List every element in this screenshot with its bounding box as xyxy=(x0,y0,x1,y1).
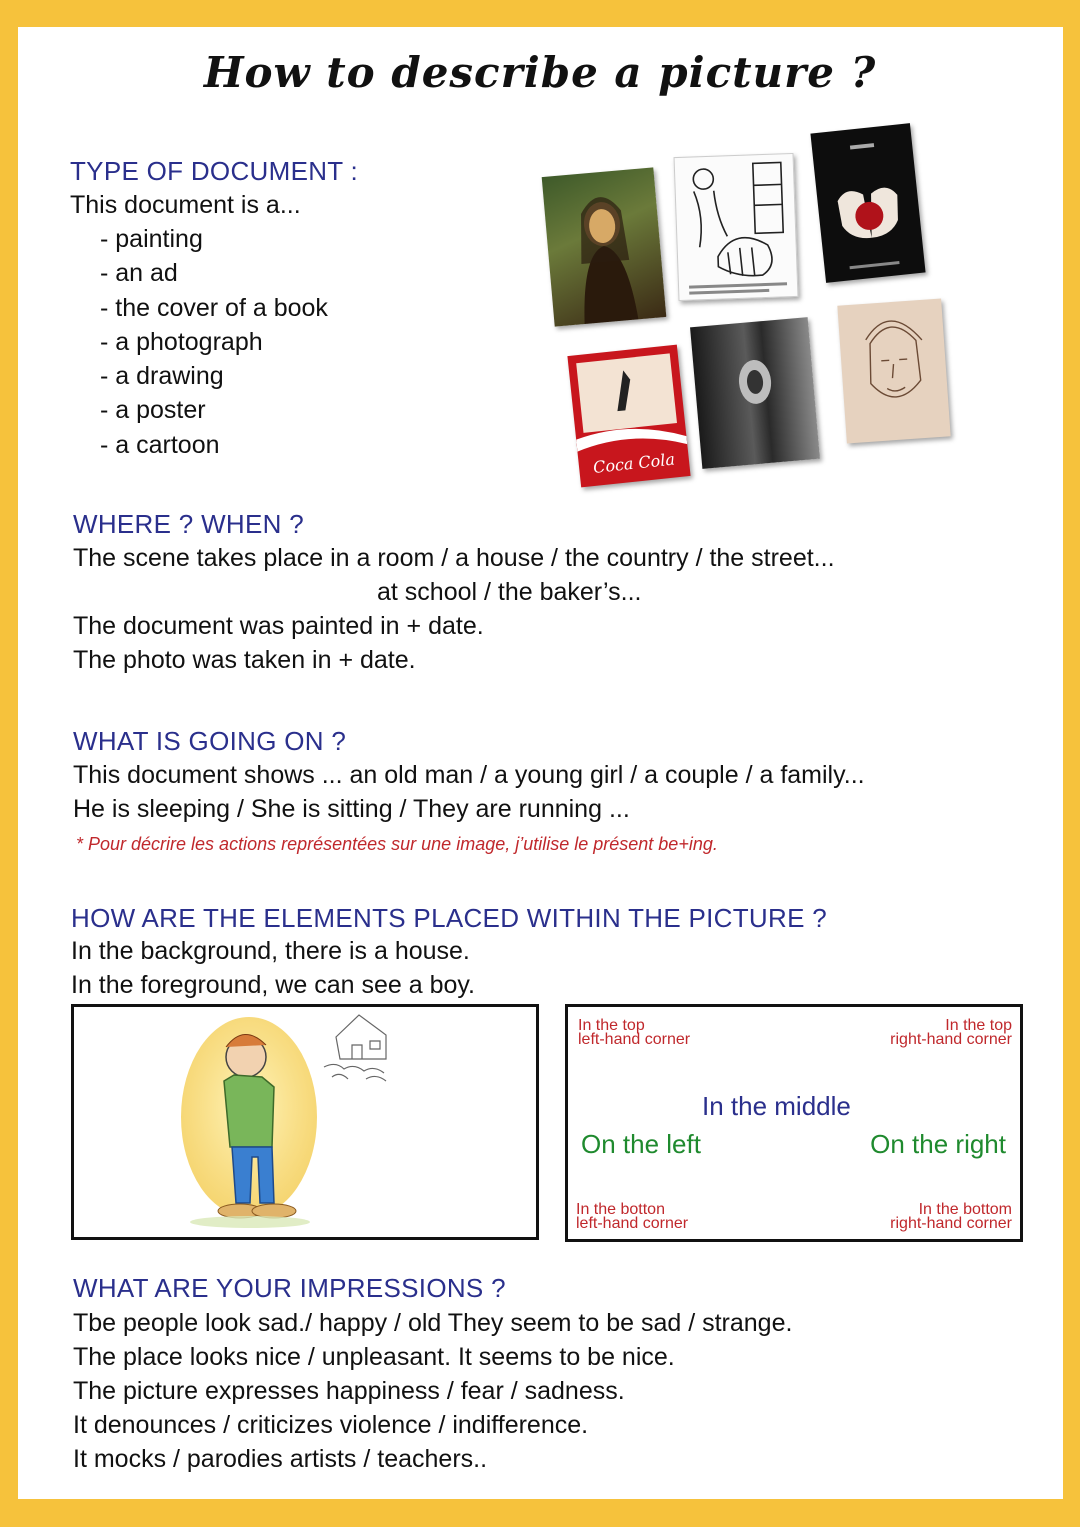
foreground-background-illustration xyxy=(71,1004,539,1240)
portrait-drawing-image xyxy=(837,299,950,444)
coca-cola-poster-image xyxy=(567,345,690,488)
impression-line: It mocks / parodies artists / teachers.. xyxy=(73,1445,488,1473)
list-item: - the cover of a book xyxy=(100,293,328,322)
middle-label: In the middle xyxy=(702,1091,851,1121)
book-cover-image xyxy=(810,123,925,283)
going-on-heading: WHAT IS GOING ON ? xyxy=(73,726,347,756)
going-line-2: He is sleeping / She is sitting / They are running ... xyxy=(73,795,630,823)
list-item: - painting xyxy=(100,225,203,253)
list-item: - an ad xyxy=(100,259,178,288)
impression-line: It denounces / criticizes violence / indifference. xyxy=(73,1411,589,1439)
where-line-4: The photo was taken in + date. xyxy=(73,646,416,674)
placement-line-1: In the background, there is a house. xyxy=(71,937,470,965)
list-item: - a photograph xyxy=(100,327,263,356)
picture-positions-diagram xyxy=(565,1004,1023,1242)
placement-line-2: In the foreground, we can see a boy. xyxy=(71,971,475,999)
photograph-image xyxy=(690,317,820,469)
left-label: On the left xyxy=(581,1129,701,1159)
boy-and-house-drawing xyxy=(74,1007,536,1237)
mona-lisa-image xyxy=(542,167,667,326)
impression-line: Tbe people look sad./ happy / old They seem to be sad / strange. xyxy=(73,1309,793,1337)
grammar-note: * Pour décrire les actions représentées sur une image, j’utilise le présent be+ing. xyxy=(76,834,718,854)
impressions-heading: WHAT ARE YOUR IMPRESSIONS ? xyxy=(73,1273,506,1303)
document-type-list xyxy=(100,222,328,462)
top-left-corner-label: In the top left-hand corner xyxy=(578,1017,691,1048)
right-label: On the right xyxy=(870,1129,1006,1159)
where-line-3: The document was painted in + date. xyxy=(73,612,484,640)
list-item: - a drawing xyxy=(100,362,224,391)
impression-line: The place looks nice / unpleasant. It seems to be nice. xyxy=(73,1343,675,1371)
bottom-left-corner-label: In the botton left-hand corner xyxy=(576,1201,689,1232)
going-line-1: This document shows ... an old man / a young girl / a couple / a family... xyxy=(73,761,865,789)
bottom-right-corner-label: In the bottom right-hand corner xyxy=(890,1201,1012,1232)
top-right-corner-label: In the top right-hand corner xyxy=(890,1017,1012,1048)
where-line-1: The scene takes place in a room / a house / the country / the street... xyxy=(73,544,835,572)
impression-line: The picture expresses happiness / fear / sadness. xyxy=(73,1377,625,1405)
placement-heading: HOW ARE THE ELEMENTS PLACED WITHIN THE PICTURE ? xyxy=(71,903,827,933)
where-when-heading: WHERE ? WHEN ? xyxy=(73,509,305,539)
type-heading: TYPE OF DOCUMENT : xyxy=(70,156,359,186)
type-intro: This document is a... xyxy=(70,191,301,219)
list-item: - a cartoon xyxy=(100,430,220,459)
list-item: - a poster xyxy=(100,396,206,425)
coca-cola-logo-text: Coca Cola xyxy=(592,449,676,477)
ad-drawing-image xyxy=(674,153,799,301)
page-title: How to describe a picture ? xyxy=(203,48,877,97)
where-line-2: at school / the baker’s... xyxy=(377,578,642,606)
